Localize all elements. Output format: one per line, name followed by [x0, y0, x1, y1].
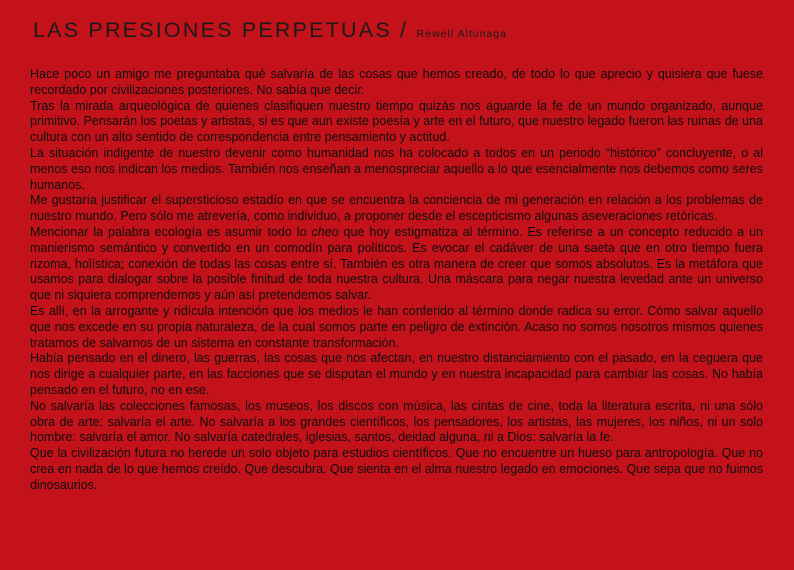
- paragraph: [30, 225, 763, 304]
- paragraph: Es allí, en la arrogante y ridícula intención que los medios le han conferido al término donde radica su error. Cómo salvar aquello que nos excede en su propia naturaleza, de la cual somos parte en peligro de extinción. Acaso no somos nosotros mismos quienes tratamos de salvarnos de un sistema en constante transformación.: [30, 303, 763, 350]
- emphasized-word: cheo: [311, 224, 339, 239]
- article-body: [30, 67, 763, 494]
- paragraph: Me gustaría justificar el supersticioso estadío en que se encuentra la conciencia de mi generación en relación a los problemas de nuestro mundo. Pero sólo me atrevería, como individuo, a proponer desde el escepticismo algunas aseveraciones retóricas.: [30, 193, 763, 224]
- paragraph-text: que hoy estigmatiza al término. Es referirse a un concepto reducido a un manierismo semántico y convertido en un comodín para políticos. Es evocar el cadáver de una saeta que en otro tiempo fuera rizoma, holística; conexión de todas las cosas entre sí. También es otra manera de creer que somos absolutos. Es la metáfora que usamos para dialogar sobre la posible finitud de toda nuestra cultura. Una máscara para negar nuestra levedad ante un universo que ni siquiera comprendemos y aún así pretendemos salvar.: [30, 224, 763, 303]
- header: [33, 18, 507, 43]
- paragraph: Tras la mirada arqueológica de quienes clasifiquen nuestro tiempo quizás nos aguarde la fe de un mundo organizado, aunque primitivo. Pensarán los poetas y artistas, si es que aun existe poesía y arte en el futuro, que nuestro legado fueron las ruinas de una cultura con un alto sentido de correspondencia entre pensamiento y actitud.: [30, 98, 763, 145]
- paragraph: Que la civilización futura no herede un solo objeto para estudios científicos. Que no encuentre un hueso para antropología. Que no crea en nada de lo que hemos creído. Que descubra. Que sienta en el alma nuestro legado en emociones. Que sepa que no fuimos dinosaurios.: [30, 446, 763, 492]
- paragraph: Había pensado en el dinero, las guerras, las cosas que nos afectan, en nuestro distanciamiento con el pasado, en la ceguera que nos dirige a cualquier parte, en las facciones que se disputan el mundo y en nuestra incapacidad para cambiar las cosas. No había pensado en el futuro, no en ese.: [30, 351, 763, 397]
- paragraph: Hace poco un amigo me preguntaba qué salvaría de las cosas que hemos creado, de todo lo que aprecio y quisiera que fuese recordado por civilizaciones posteriores. No sabía que decir.: [30, 67, 763, 97]
- paragraph: No salvaría las colecciones famosas, los museos, los discos con música, las cintas de cine, toda la literatura escrita, ni una sólo obra de arte: salvaría el arte. No salvaría a los grandes científicos, los pensadores, los artistas, las mujeres, los niños, ni un solo hombre: salvaría el amor. No salvaría catedrales, iglesias, santos, deidad alguna, ni a Dios: salvaría la fe.: [30, 398, 763, 445]
- article-title: LAS PRESIONES PERPETUAS /: [33, 18, 409, 42]
- author-name: Rewell Altunaga: [416, 28, 507, 40]
- paragraph: La situación indigente de nuestro devenir como humanidad nos ha colocado a todos en un periodo “histórico” concluyente, o al menos eso nos indican los medios. También nos enseñan a menospreciar aquello a lo que esencialmente nos debemos como seres humanos.: [30, 145, 763, 192]
- paragraph-text: Mencionar la palabra ecología es asumir todo lo: [30, 224, 312, 239]
